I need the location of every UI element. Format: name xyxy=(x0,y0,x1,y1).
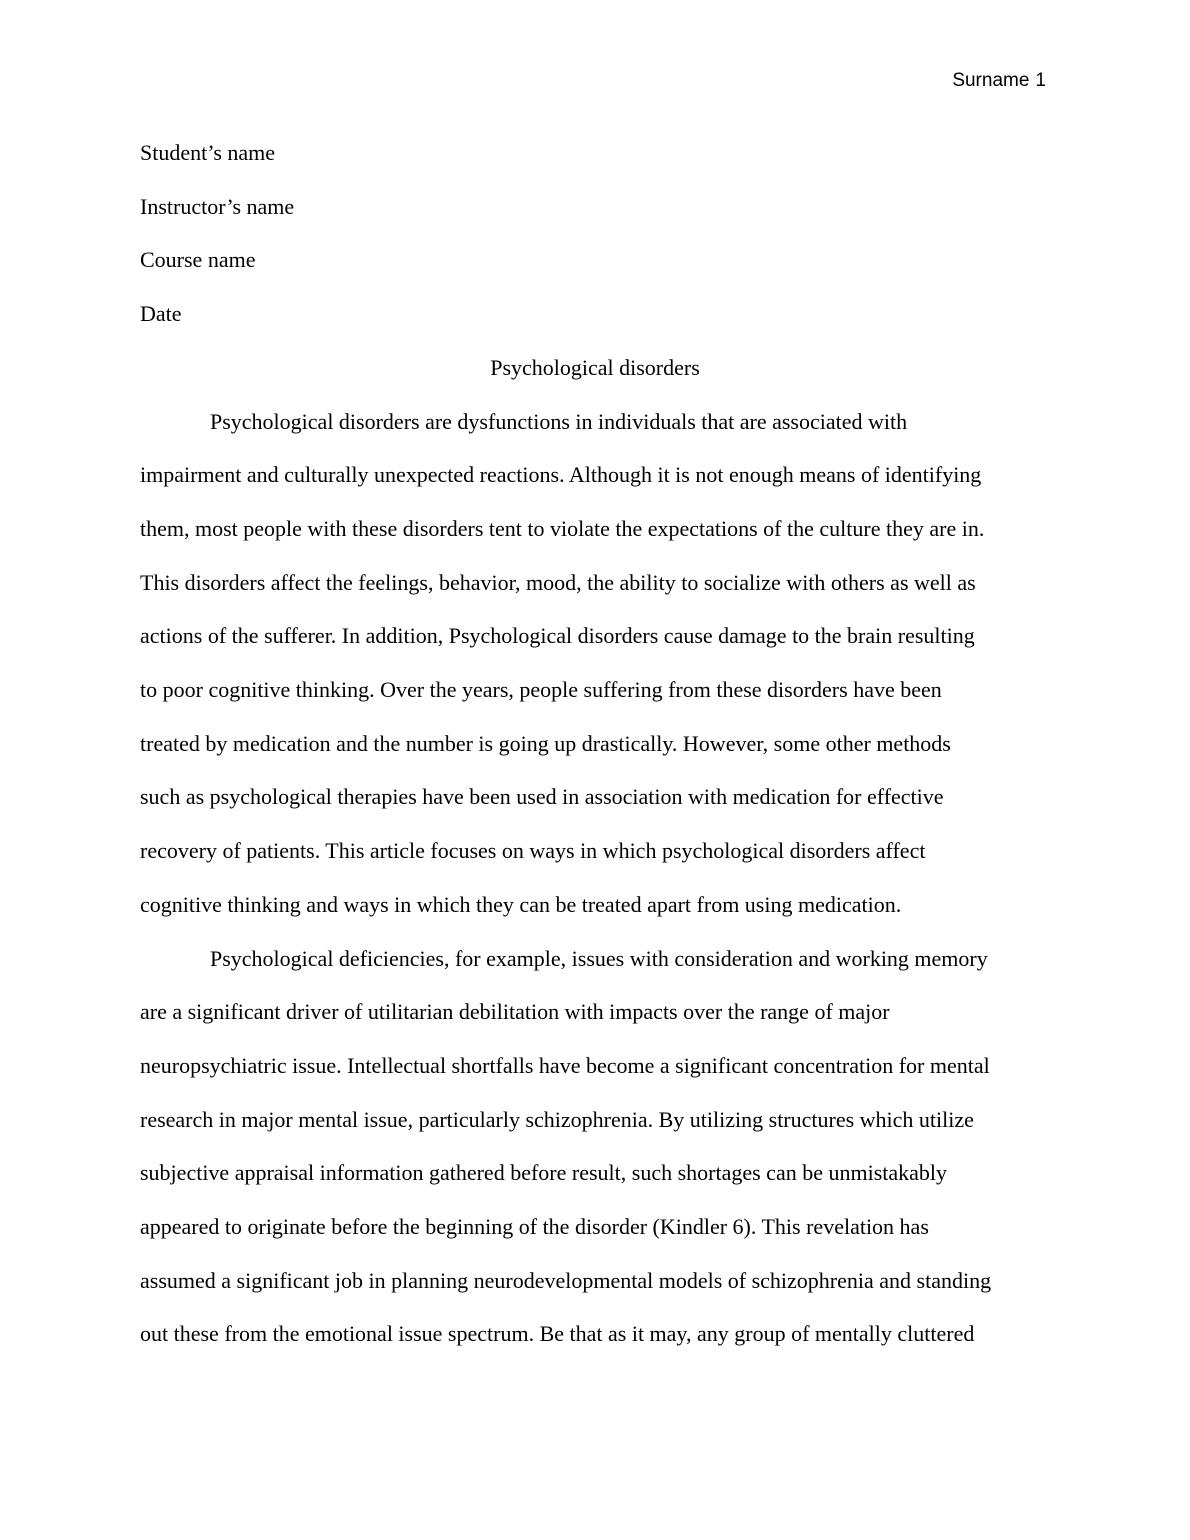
header-page-number: 1 xyxy=(1035,70,1046,91)
paragraph-line: neuropsychiatric issue. Intellectual shortfalls have become a significant concentration for mental xyxy=(140,1052,990,1078)
paragraph-line: This disorders affect the feelings, behavior, mood, the ability to socialize with others as well as xyxy=(140,569,976,595)
document-title: Psychological disorders xyxy=(490,354,700,380)
paragraph-line: to poor cognitive thinking. Over the years, people suffering from these disorders have been xyxy=(140,677,942,703)
paragraph-1 xyxy=(140,395,1050,932)
course-name: Course name xyxy=(140,247,256,273)
paragraph-line: research in major mental issue, particularly schizophrenia. By utilizing structures which utilize xyxy=(140,1106,974,1132)
paragraph-line: Psychological disorders are dysfunctions in individuals that are associated with xyxy=(210,408,908,434)
student-name: Student’s name xyxy=(140,140,276,165)
paragraph-line: out these from the emotional issue spectrum. Be that as it may, any group of mentally cluttered xyxy=(140,1321,975,1347)
paragraph-2 xyxy=(140,932,1050,1362)
paragraph-line: appeared to originate before the beginning of the disorder (Kindler 6). This revelation has xyxy=(140,1214,929,1240)
document-body xyxy=(140,126,1050,1361)
paragraph-line: cognitive thinking and ways in which they can be treated apart from using medication. xyxy=(140,891,902,917)
paragraph-line: are a significant driver of utilitarian debilitation with impacts over the range of major xyxy=(140,999,890,1025)
date: Date xyxy=(140,301,182,327)
paragraph-line: recovery of patients. This article focuses on ways in which psychological disorders affect xyxy=(140,838,926,864)
paragraph-line: assumed a significant job in planning neurodevelopmental models of schizophrenia and standing xyxy=(140,1267,992,1293)
paragraph-line: them, most people with these disorders tent to violate the expectations of the culture they are in. xyxy=(140,515,985,541)
header-surname: Surname xyxy=(952,70,1030,91)
paragraph-line: impairment and culturally unexpected reactions. Although it is not enough means of identifying xyxy=(140,462,982,488)
paragraph-line: such as psychological therapies have been used in association with medication for effective xyxy=(140,784,944,810)
page-header xyxy=(952,70,1046,92)
paragraph-line: actions of the sufferer. In addition, Psychological disorders cause damage to the brain resulting xyxy=(140,623,975,649)
paragraph-line: Psychological deficiencies, for example, issues with consideration and working memory xyxy=(210,945,988,971)
instructor-name: Instructor’s name xyxy=(140,193,295,219)
paragraph-line: subjective appraisal information gathered before result, such shortages can be unmistakably xyxy=(140,1160,948,1186)
paragraph-line: treated by medication and the number is going up drastically. However, some other methods xyxy=(140,730,951,756)
